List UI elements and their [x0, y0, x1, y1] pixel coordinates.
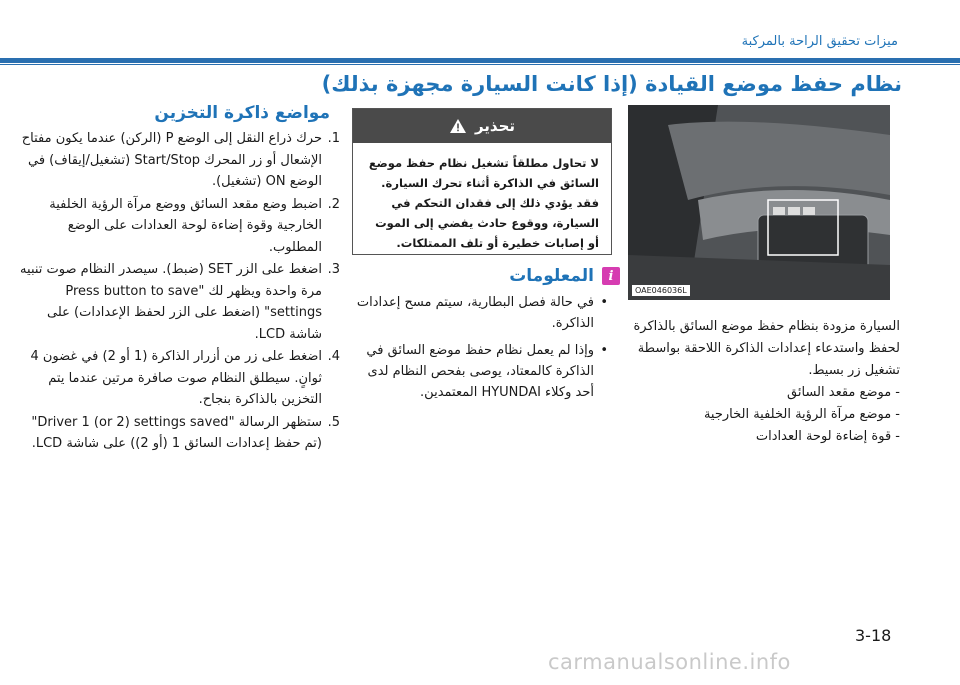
step-text: اضغط على الزر SET (ضبط). سيصدر النظام صوت تنبيه مرة واحدة ويظهر لك "Press button to save settings" (اضغط على الزر لحفظ الإعدادات) على شاشة LCD. — [20, 262, 322, 342]
warning-title: تحذير — [474, 117, 516, 135]
step-item — [20, 194, 340, 259]
step-text: اضغط على زر من أزرار الذاكرة (1 أو 2) في غضون 4 ثوانٍ. سيطلق النظام صوت صافرة مرتين عندما يتم التخزين بالذاكرة بنجاح. — [30, 349, 322, 407]
info-item: • وإذا لم يعمل نظام حفظ موضع السائق في الذاكرة كالمعتاد، يوصى بفحص النظام لدى أحد وكلاء HYUNDAI المعتمدين. — [350, 340, 608, 403]
intro-section — [625, 316, 900, 448]
step-number: 2. — [327, 196, 340, 212]
warning-header — [353, 109, 611, 143]
info-list — [350, 292, 608, 409]
door-panel-photo — [628, 105, 890, 300]
photo-code: OAE046036L — [632, 285, 690, 296]
storing-heading: مواضع ذاكرة التخزين — [154, 103, 330, 123]
step-item — [20, 346, 340, 411]
step-text: حرك ذراع النقل إلى الوضع P (الركن) عندما يكون مفتاح الإشعال أو زر المحرك Start/Stop (تشغيل/إيقاف) في الوضع ON (تشغيل). — [21, 131, 322, 189]
intro-item: - موضع مقعد السائق — [625, 382, 900, 404]
step-number: 3. — [327, 262, 340, 277]
warning-body: لا تحاول مطلقاً تشغيل نظام حفظ موضع السائق في الذاكرة أثناء تحرك السيارة. فقد يؤدي ذلك إلى فقدان التحكم في السيارة، ووقوع حادث يفضي إلى الموت أو إصابات خطيرة أو تلف الممتلكات. — [368, 156, 599, 250]
intro-list — [625, 382, 900, 448]
header-section-title: ميزات تحقيق الراحة بالمركبة — [741, 34, 898, 49]
info-item: • في حالة فصل البطارية، سيتم مسح إعدادات الذاكرة. — [350, 292, 608, 334]
main-heading: نظام حفظ موضع القيادة (إذا كانت السيارة مجهزة بذلك) — [321, 72, 902, 96]
door-panel-illustration — [628, 105, 890, 300]
step-number: 1. — [327, 131, 340, 146]
watermark: carmanualsonline.info — [548, 650, 791, 674]
info-heading — [509, 266, 620, 286]
page-number: 3-18 — [855, 626, 892, 645]
step-number: 4. — [327, 349, 340, 364]
step-item — [20, 412, 340, 455]
step-item — [20, 128, 340, 193]
header-rule — [0, 58, 960, 63]
intro-item: - قوة إضاءة لوحة العدادات — [625, 426, 900, 448]
header-rule-thin — [0, 64, 960, 65]
step-item — [20, 259, 340, 345]
storing-steps — [20, 128, 340, 456]
warning-triangle-icon — [449, 118, 467, 134]
info-icon: i — [602, 267, 620, 285]
intro-item: - موضع مرآة الرؤية الخلفية الخارجية — [625, 404, 900, 426]
info-title: المعلومات — [509, 266, 594, 286]
step-text: اضبط وضع مقعد السائق ووضع مرآة الرؤية الخلفية الخارجية وقوة إضاءة لوحة العدادات على الوضع المطلوب. — [49, 196, 322, 255]
step-text: ستظهر الرسالة "Driver 1 (or 2) settings saved" (تم حفظ إعدادات السائق 1 (أو 2)) على شاشة LCD. — [31, 414, 322, 451]
step-number: 5. — [327, 414, 340, 430]
warning-box — [352, 108, 612, 255]
intro-text: السيارة مزودة بنظام حفظ موضع السائق بالذاكرة لحفظ واستدعاء إعدادات الذاكرة اللاحقة بواسطة تشغيل زر بسيط. — [633, 319, 900, 378]
